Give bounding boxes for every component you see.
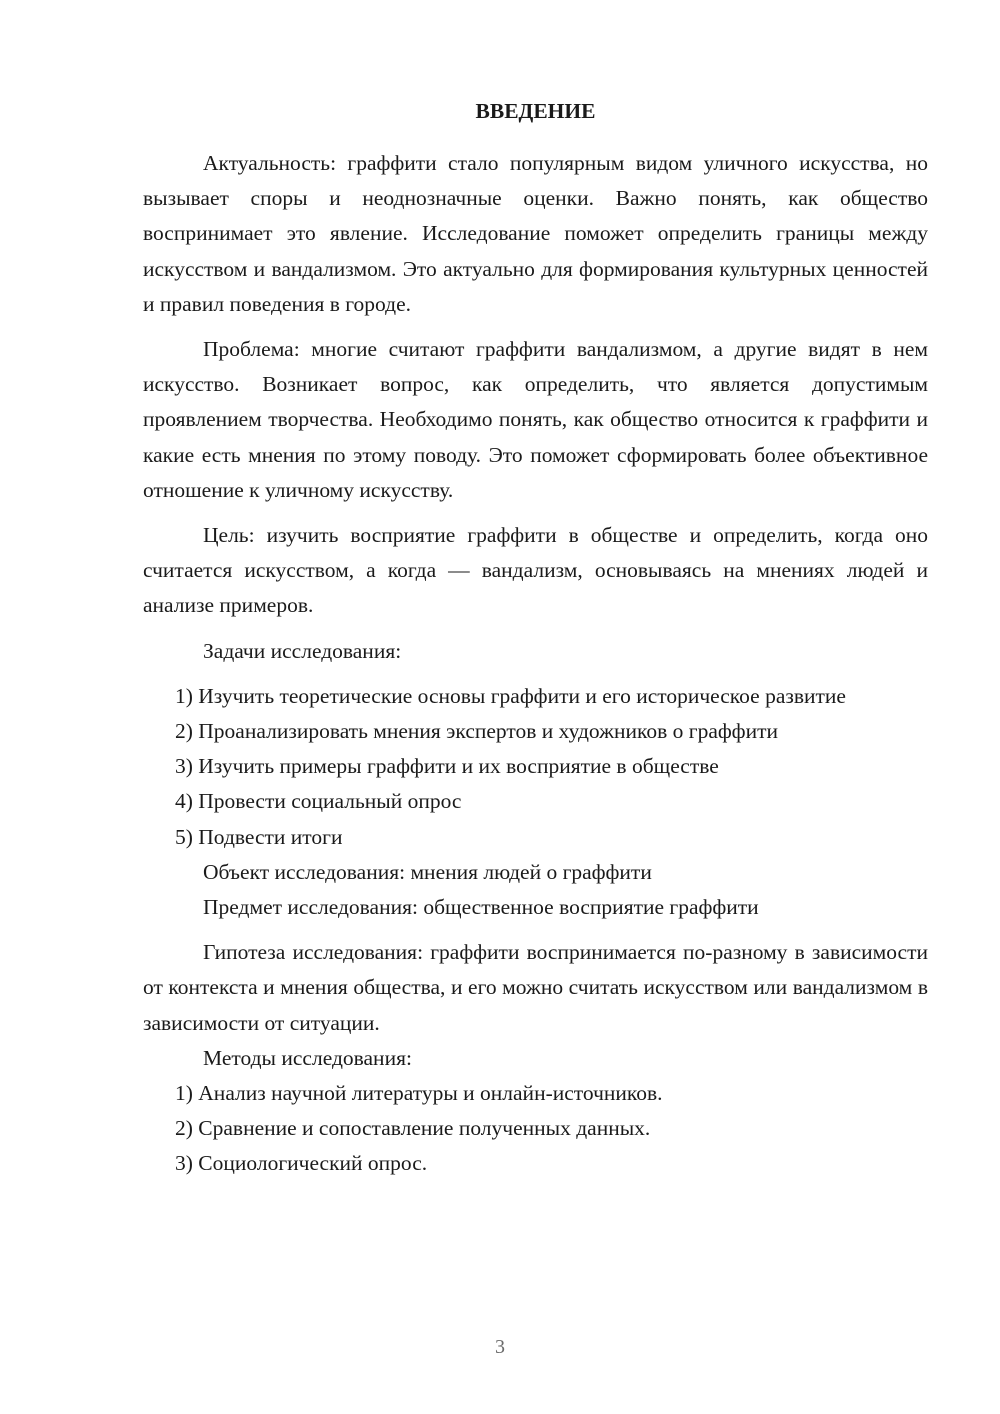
task-item-2: 2) Проанализировать мнения экспертов и художников о граффити [175, 719, 779, 744]
task-item-1: 1) Изучить теоретические основы граффити и его историческое развитие [175, 683, 846, 708]
problem-paragraph: Проблема: многие считают граффити вандализмом, а другие видят в нем искусство. Возникает вопрос, как определить, что является допустимым проявлением творчества. Необходимо понять, как общество относится к граффити и какие есть мнения по этому поводу. Это поможет сформировать более объективное отношение к уличному искусству. [143, 337, 928, 502]
section-title: ВВЕДЕНИЕ [475, 99, 596, 123]
goal-paragraph: Цель: изучить восприятие граффити в обществе и определить, когда оно считается искусством, а когда — вандализм, основываясь на мнениях людей и анализе примеров. [143, 523, 928, 618]
task-item-5: 5) Подвести итоги [175, 824, 343, 849]
hypothesis-paragraph: Гипотеза исследования: граффити воспринимается по-разному в зависимости от контекста и мнения общества, и его можно считать искусством или вандализмом в зависимости от ситуации. [143, 940, 928, 1035]
task-item-4: 4) Провести социальный опрос [175, 789, 462, 814]
page-number: 3 [495, 1336, 505, 1358]
method-item-3: 3) Социологический опрос. [175, 1151, 428, 1176]
research-subject: Предмет исследования: общественное восприятие граффити [203, 895, 759, 920]
methods-heading: Методы исследования: [203, 1045, 412, 1070]
method-item-1: 1) Анализ научной литературы и онлайн-источников. [175, 1081, 663, 1106]
method-item-2: 2) Сравнение и сопоставление полученных данных. [175, 1116, 651, 1141]
tasks-heading: Задачи исследования: [203, 638, 402, 663]
research-object: Объект исследования: мнения людей о граффити [203, 859, 652, 884]
task-item-3: 3) Изучить примеры граффити и их восприятие в обществе [175, 754, 719, 779]
relevance-paragraph: Актуальность: граффити стало популярным видом уличного искусства, но вызывает споры и неоднозначные оценки. Важно понять, как общество воспринимает это явление. Исследование поможет определить границы между искусством и вандализмом. Это актуально для формирования культурных ценностей и правил поведения в городе. [143, 151, 928, 316]
page-content [143, 95, 928, 1182]
